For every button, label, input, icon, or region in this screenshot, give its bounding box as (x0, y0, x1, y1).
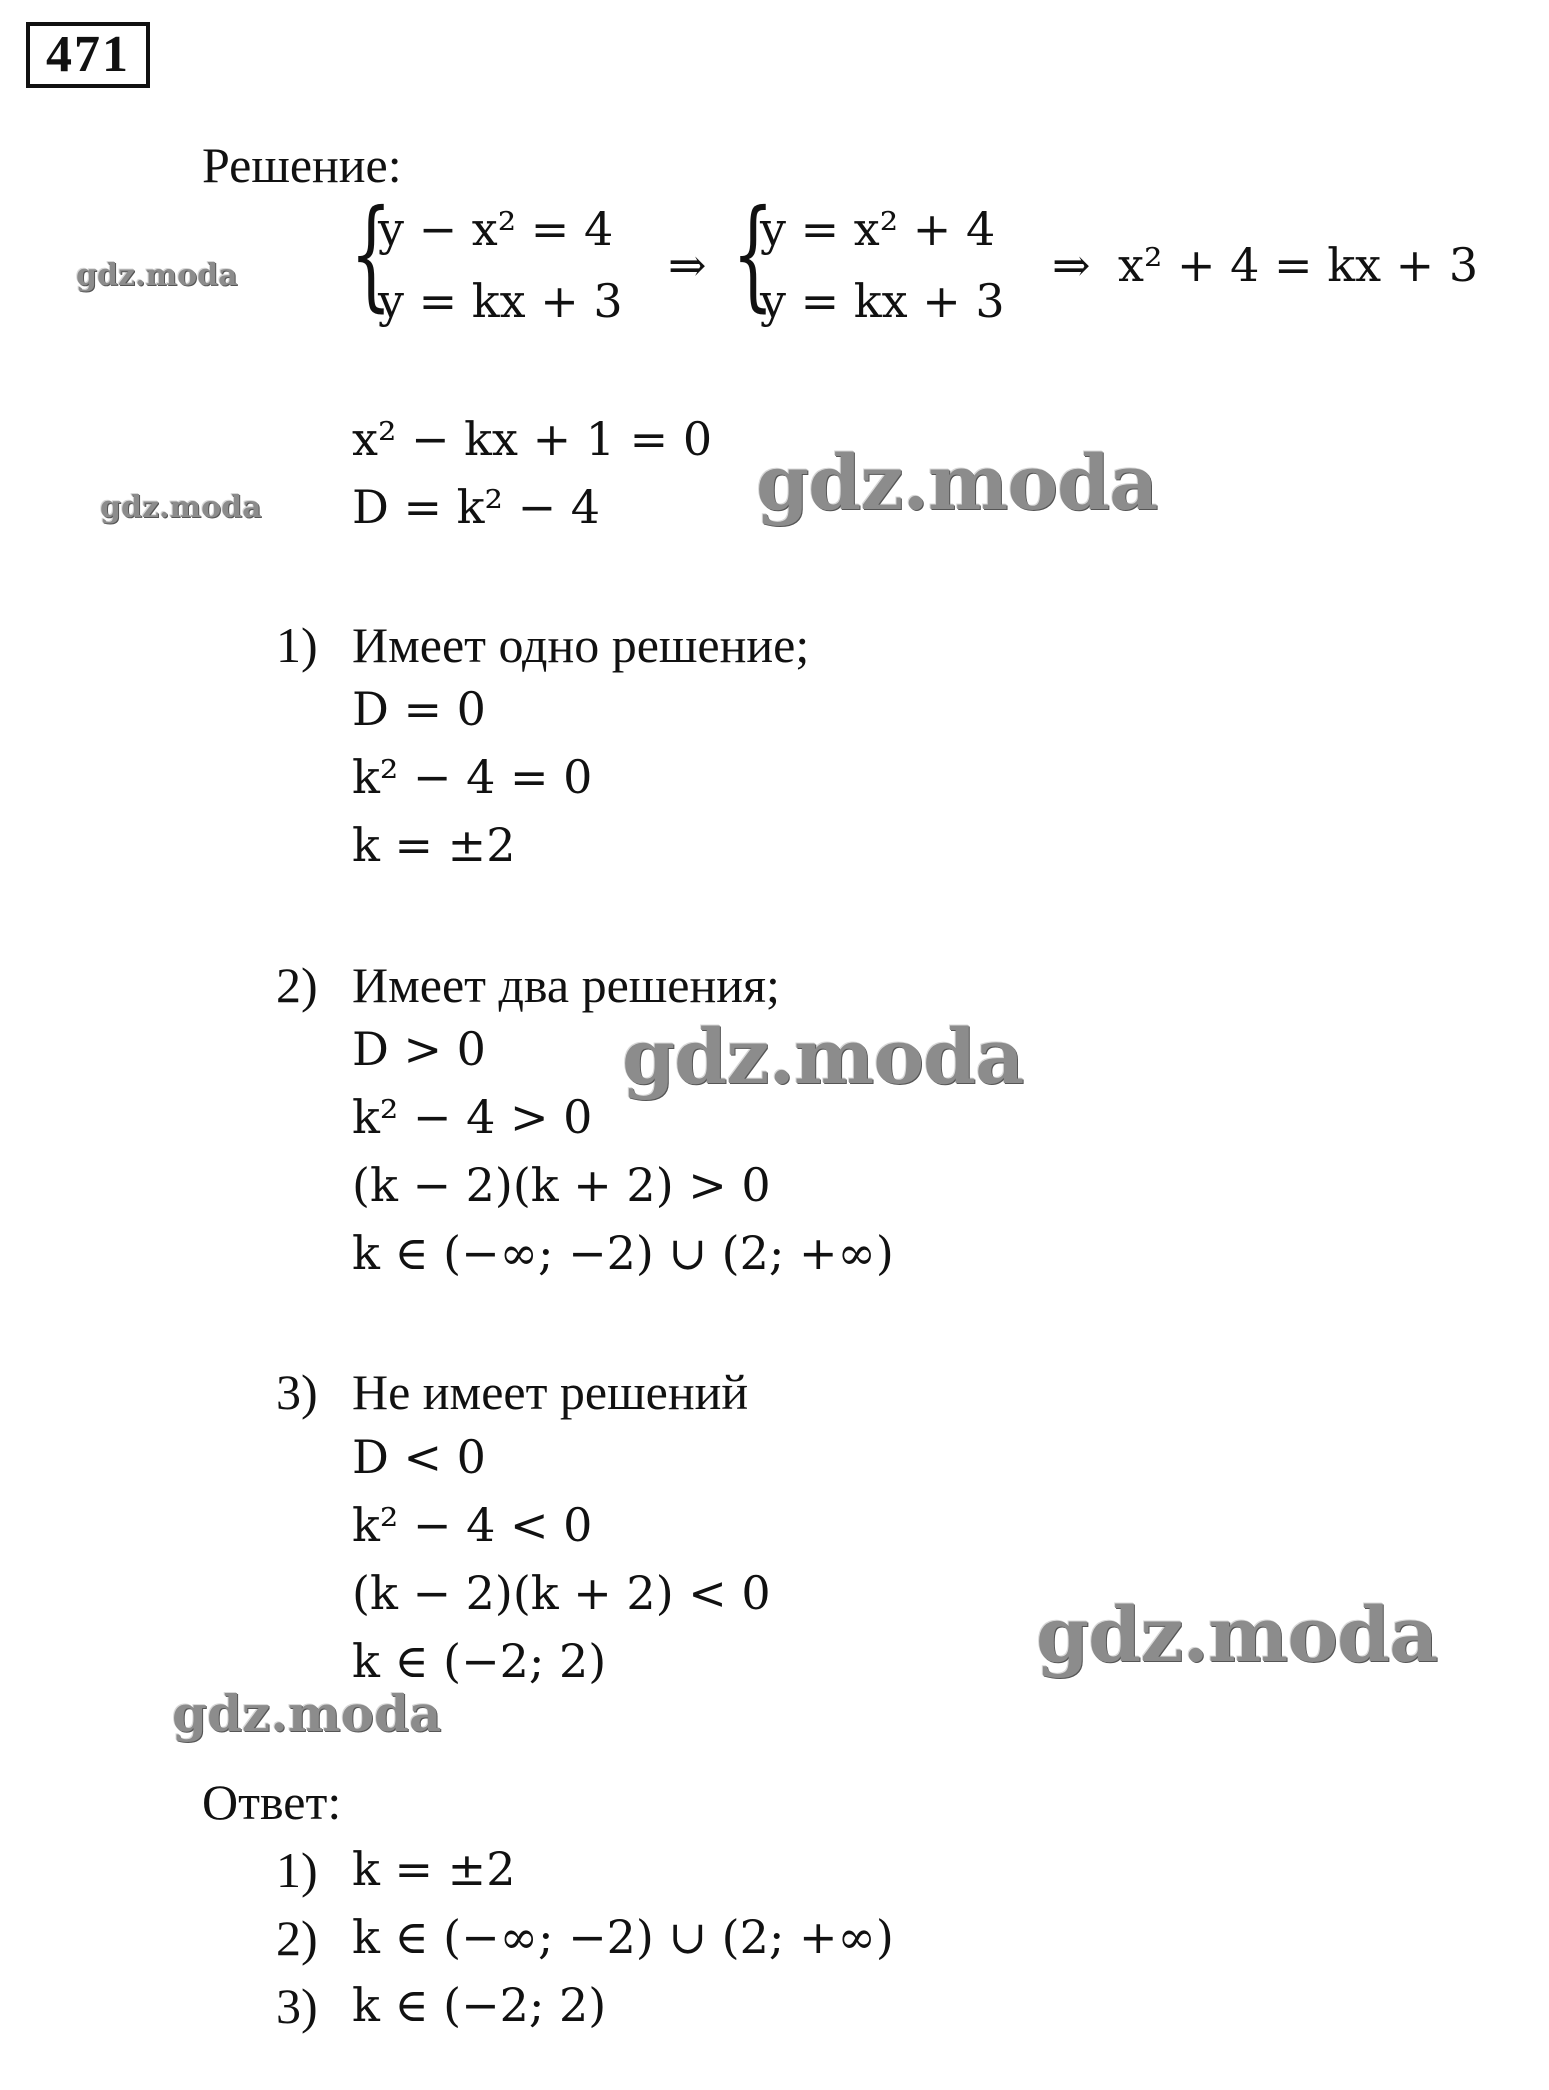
problem-number: 471 (26, 22, 150, 88)
system1-eq1: y − x² = 4 (378, 202, 614, 256)
answer-text: k = ±2 (352, 1842, 516, 1896)
case1-line: k = ±2 (352, 818, 516, 872)
system1-brace: { (350, 185, 392, 324)
case1-title: Имеет одно решение; (352, 617, 810, 673)
case2-number: 2) (276, 957, 318, 1013)
answer-text: k ∈ (−∞; −2) ∪ (2; +∞) (352, 1910, 894, 1964)
watermark: gdz.moda (76, 258, 238, 293)
case3-number: 3) (276, 1364, 318, 1420)
watermark: gdz.moda (100, 490, 262, 525)
answer-text: k ∈ (−2; 2) (352, 1978, 607, 2032)
case3-line: k ∈ (−2; 2) (352, 1634, 607, 1688)
case3-title: Не имеет решений (352, 1364, 749, 1420)
system2-brace: { (732, 185, 774, 324)
watermark: gdz.moda (1036, 1590, 1438, 1679)
answer-number: 3) (276, 1978, 318, 2034)
case3-line: k² − 4 < 0 (352, 1498, 593, 1552)
solution-label: Решение: (202, 137, 402, 193)
answer-label: Ответ: (202, 1774, 342, 1830)
case1-number: 1) (276, 617, 318, 673)
case2-line: D > 0 (352, 1022, 486, 1076)
case2-line: k² − 4 > 0 (352, 1090, 593, 1144)
case1-line: D = 0 (352, 682, 486, 736)
combined-equation: x² + 4 = kx + 3 (1118, 238, 1479, 292)
implies-arrow-1: ⇒ (668, 238, 707, 292)
watermark: gdz.moda (756, 438, 1158, 527)
answer-number: 1) (276, 1842, 318, 1898)
watermark: gdz.moda (172, 1684, 442, 1743)
watermark: gdz.moda (622, 1012, 1024, 1101)
system2-eq2: y = kx + 3 (760, 274, 1005, 328)
system1-eq2: y = kx + 3 (378, 274, 623, 328)
case2-line: (k − 2)(k + 2) > 0 (352, 1158, 771, 1212)
case3-line: (k − 2)(k + 2) < 0 (352, 1566, 771, 1620)
case3-line: D < 0 (352, 1430, 486, 1484)
case2-line: k ∈ (−∞; −2) ∪ (2; +∞) (352, 1226, 894, 1280)
implies-arrow-2: ⇒ (1052, 238, 1091, 292)
case2-title: Имеет два решения; (352, 957, 780, 1013)
discriminant: D = k² − 4 (352, 480, 601, 534)
case1-line: k² − 4 = 0 (352, 750, 593, 804)
system2-eq1: y = x² + 4 (760, 202, 996, 256)
quadratic-equation: x² − kx + 1 = 0 (352, 412, 713, 466)
answer-number: 2) (276, 1910, 318, 1966)
